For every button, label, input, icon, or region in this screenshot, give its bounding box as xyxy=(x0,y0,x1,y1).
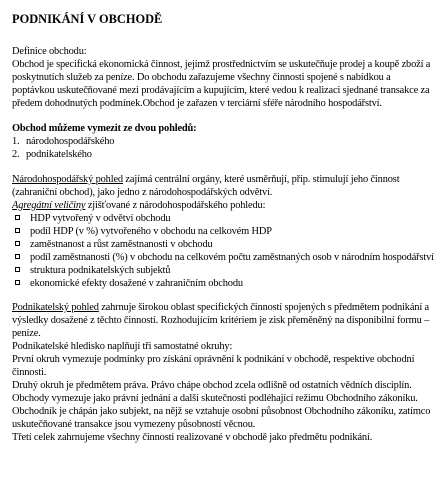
list-label: podnikatelského xyxy=(26,149,92,160)
list-text: struktura podnikatelských subjektů xyxy=(30,265,171,276)
list-item xyxy=(12,135,435,148)
list-text: ekonomické efekty dosažené v zahraničním obchodu xyxy=(30,278,243,289)
list-item xyxy=(15,238,435,251)
square-bullet-icon xyxy=(15,277,30,290)
business-paragraph xyxy=(12,301,435,340)
definition-heading: Definice obchodu: xyxy=(12,46,87,57)
macro-paragraph xyxy=(12,173,435,199)
macro-text: zajímá centrální orgány, které usměrňují, příp. stimulují jeho činnost (zahraniční obchod), jako jedno z národohospodářských odvětví. xyxy=(12,174,400,198)
list-text: HDP vytvořený v odvětví obchodu xyxy=(30,213,171,224)
list-text: podíl HDP (v %) vytvořeného v obchodu na celkovém HDP xyxy=(30,226,272,237)
list-item xyxy=(15,277,435,290)
list-text: zaměstnanost a růst zaměstnanosti v obchodu xyxy=(30,239,213,250)
list-label: národohospodářského xyxy=(26,136,115,147)
square-bullet-icon xyxy=(15,264,30,277)
aggregate-line xyxy=(12,199,435,212)
list-text: podíl zaměstnanosti (%) v obchodu na celkovém počtu zaměstnaných osob v národním hospodářství xyxy=(30,252,434,263)
square-bullet-icon xyxy=(15,238,30,251)
list-number: 2. xyxy=(12,149,20,160)
business-section xyxy=(12,301,435,444)
aggregate-list xyxy=(12,212,435,290)
business-text: zahrnuje širokou oblast specifických činností spojených s předmětem podnikání a výsledky dosažené z těchto činností. Rozhodujícím kritériem je zisk přeměněný na disponibilní formu – peníze. xyxy=(12,302,430,339)
definition-paragraph: Obchod je specifická ekonomická činnost, jejímž prostřednictvím se uskutečňuje prodej a koupě zboží a poskytnutích služeb za peníze. Do obchodu zařazujeme všechny činnosti spojené s nabídkou a poptávkou uskutečňované mezi prodávajícím a kupujícím, které vedou k realizaci sjednané transakce za předem dohodnutých podmínek.Obchod je zařazen v terciární sféře národního hospodářství. xyxy=(12,59,431,109)
page-title: PODNIKÁNÍ V OBCHODĚ xyxy=(12,12,163,26)
list-number: 1. xyxy=(12,136,20,147)
views-heading: Obchod můžeme vymezit ze dvou pohledů: xyxy=(12,123,197,134)
business-line-4: Druhý okruh je předmětem práva. Právo chápe obchod zcela odlišně od ostatních vědních disciplín. Obchody vymezuje jako právní jednání a další skutečnosti podléhající režimu Obchodního zákoníku. Obchodník je chápán jako subjekt, na nějž se vztahuje osobní působnost Obchodního zákoníku, zatímco uskutečňované transakce jsou vymezeny působností věcnou. xyxy=(12,380,431,430)
business-line-3: První okruh vymezuje podmínky pro získání oprávnění k podnikání v obchodě, respektive obchodní činnosti. xyxy=(12,354,415,378)
list-item xyxy=(15,225,435,238)
business-term: Podnikatelský pohled xyxy=(12,302,99,313)
business-line-2: Podnikatelské hledisko naplňují tři samostatné okruhy: xyxy=(12,341,233,352)
list-item xyxy=(15,212,435,225)
square-bullet-icon xyxy=(15,212,30,225)
aggregate-term: Agregátní veličiny xyxy=(12,200,86,211)
square-bullet-icon xyxy=(15,251,30,264)
definition-section xyxy=(12,45,435,110)
list-item xyxy=(15,251,435,264)
macro-section xyxy=(12,173,435,290)
macro-term: Národohospodářský pohled xyxy=(12,174,123,185)
business-line-5: Třetí celek zahrnujeme všechny činnosti realizované v obchodě jako předmětu podnikání. xyxy=(12,432,373,443)
views-list xyxy=(12,135,435,161)
aggregate-text: zjišťované z národohospodářského pohledu: xyxy=(85,200,266,211)
list-item xyxy=(15,264,435,277)
views-section xyxy=(12,122,435,161)
list-item xyxy=(12,148,435,161)
square-bullet-icon xyxy=(15,225,30,238)
